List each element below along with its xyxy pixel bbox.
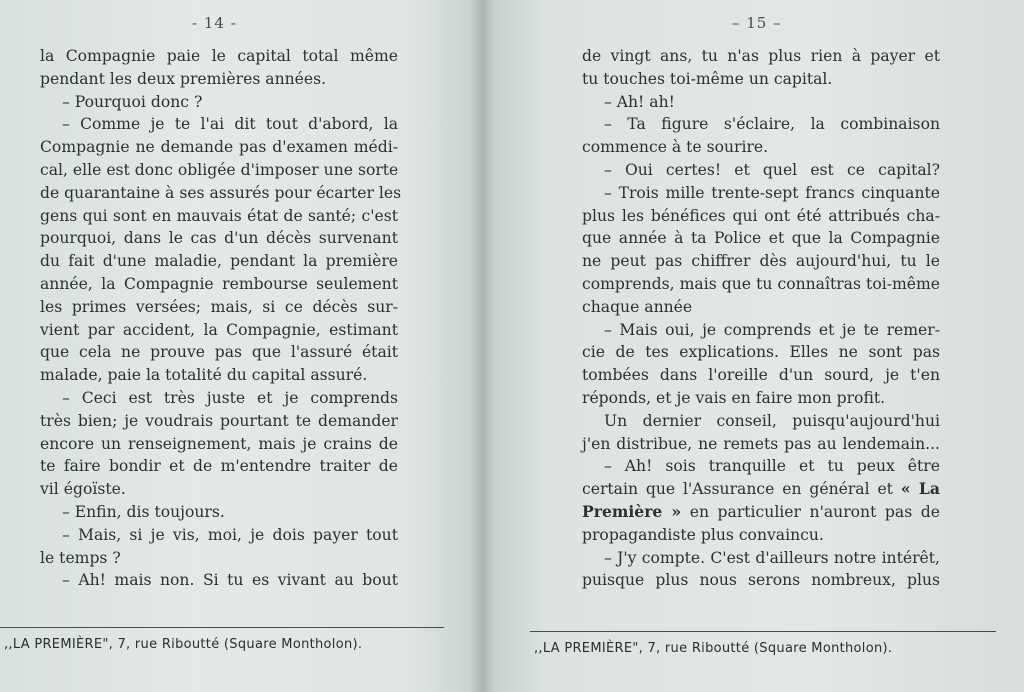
page-number: – 15 – [732, 14, 782, 32]
text-line: Première » en particulier n'auront pas de [582, 501, 940, 521]
text-line: comprends, mais que tu connaîtras toi-même [582, 274, 940, 293]
footer-rule [530, 631, 996, 632]
text-line: le temps ? [40, 548, 121, 567]
text-line: réponds, et je vais en faire mon profit. [582, 388, 886, 407]
text-line: chaque année [582, 297, 693, 316]
text-line: pourquoi, dans le cas d'un décès survenant [40, 229, 398, 248]
text-line: les primes versées; mais, si ce décès sur- [40, 297, 398, 316]
text-line: – Ceci est très juste et je comprends [62, 388, 398, 407]
text-line: encore un renseignement, mais je crains de [40, 434, 398, 453]
text-line: – Mais, si je vis, moi, je dois payer tout [62, 525, 398, 544]
text-line: de vingt ans, tu n'as plus rien à payer et [582, 47, 940, 65]
text-line: commence à te sourire. [582, 138, 769, 157]
page-footer: ,,LA PREMIÈRE", 7, rue Riboutté (Square Montholon). [534, 641, 893, 656]
left-page [0, 0, 482, 692]
text-line: – Mais oui, je comprends et je te remer- [604, 320, 940, 339]
text-line: – Ta figure s'éclaire, la combinaison [604, 115, 940, 134]
right-page [482, 0, 1024, 692]
text-line: année, la Compagnie rembourse seulement [40, 274, 398, 293]
text-line: tu touches toi-même un capital. [582, 69, 833, 88]
text-line: – Ah! ah! [604, 92, 675, 111]
text-line: – Ah! mais non. Si tu es vivant au bout [62, 571, 398, 590]
text-line: gens qui sont en mauvais état de santé; c'est [40, 206, 398, 225]
bold-brand-name: « La [900, 479, 940, 499]
text-line: te faire bondir et de m'entendre traiter de [40, 457, 398, 476]
page-body-text [582, 45, 940, 592]
page-footer: ,,LA PREMIÈRE", 7, rue Riboutté (Square Montholon). [4, 637, 363, 652]
text-line: – Oui certes! et quel est ce capital? [604, 160, 940, 179]
text-line: j'en distribue, ne remets pas au lendemain... [582, 434, 940, 453]
book-gutter [470, 0, 494, 692]
text-line: du fait d'une maladie, pendant la première [40, 252, 398, 271]
text-line: malade, paie la totalité du capital assuré. [40, 366, 368, 385]
text-line: pendant les deux premières années. [40, 69, 327, 88]
text-line: de quarantaine à ses assurés pour écarter les [40, 183, 402, 202]
text-line: la Compagnie paie le capital total même [40, 47, 398, 65]
text-line: Un dernier conseil, puisqu'aujourd'hui [604, 411, 940, 430]
page-number: - 14 - [192, 14, 237, 32]
text-line: Compagnie ne demande pas d'examen médi- [40, 138, 398, 157]
text-line: très bien; je voudrais pourtant te demander [40, 411, 398, 430]
text-line: que année à ta Police et que la Compagnie [582, 229, 940, 248]
text-line: – J'y compte. C'est d'ailleurs notre intérêt, [604, 548, 940, 567]
text-line: cal, elle est donc obligée d'imposer une sorte [40, 160, 399, 179]
text-line: ne peut pas chiffrer dès aujourd'hui, tu le [582, 252, 940, 271]
text-line: tombées dans l'oreille d'un sourd, je t'en [582, 366, 940, 385]
text-line: plus les bénéfices qui ont été attribués cha- [582, 206, 940, 225]
bold-brand-name: Première » [582, 501, 682, 521]
text-line: vient par accident, la Compagnie, estimant [40, 320, 398, 339]
text-line: que cela ne prouve pas que l'assuré était [40, 343, 398, 362]
text-line: cie de tes explications. Elles ne sont pas [582, 343, 940, 362]
footer-rule [0, 627, 444, 628]
text-line: certain que l'Assurance en général et « La [582, 479, 940, 499]
text-line: puisque plus nous serons nombreux, plus [582, 571, 940, 590]
text-line: – Ah! sois tranquille et tu peux être [604, 457, 940, 476]
page-body-text [40, 45, 402, 592]
text-line: – Pourquoi donc ? [62, 92, 203, 111]
text-line: vil égoïste. [40, 480, 126, 499]
text-line: – Trois mille trente-sept francs cinquante [604, 183, 940, 202]
text-line: – Enfin, dis toujours. [62, 502, 225, 521]
text-line: – Comme je te l'ai dit tout d'abord, la [62, 115, 398, 134]
text-line: propagandiste plus convaincu. [582, 525, 824, 544]
